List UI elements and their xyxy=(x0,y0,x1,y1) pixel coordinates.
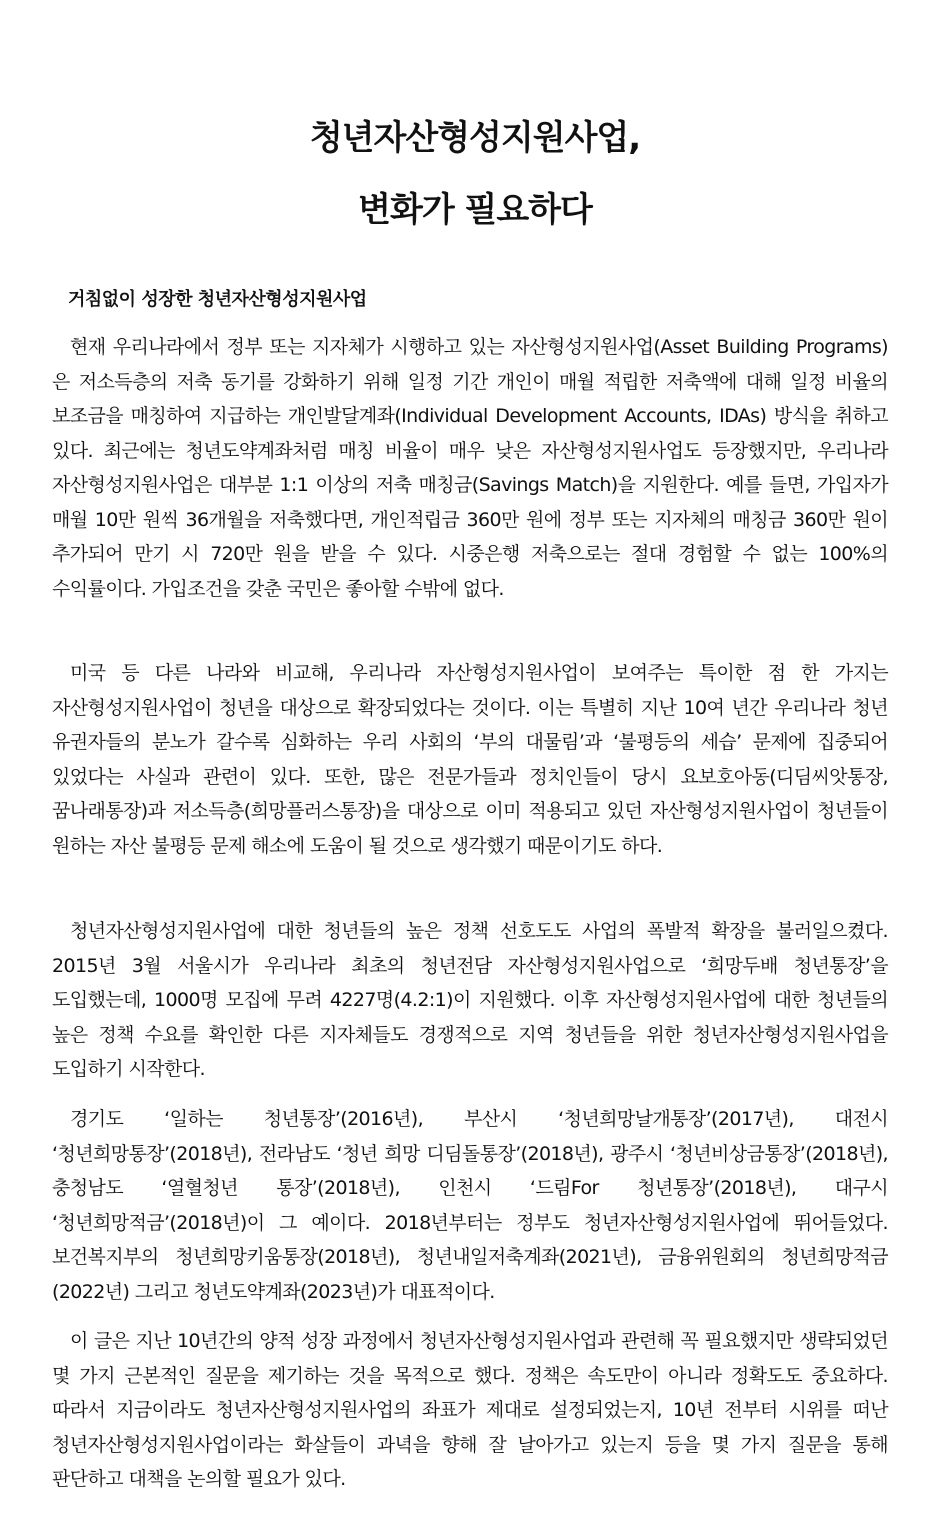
document-title-line-1: 청년자산형성지원사업, xyxy=(309,118,641,158)
document-title-line-2: 변화가 필요하다 xyxy=(358,190,592,230)
paragraph-1: 현재 우리나라에서 정부 또는 지자체가 시행하고 있는 자산형성지원사업(Asset Building Programs)은 저소득층의 저축 동기를 강화하기 위해 일정 기간 개인이 매월 적립한 저축액에 대해 일정 비율의 보조금을 매칭하여 지급하는 개인발달계좌(Individual Development Accounts, IDAs) 방식을 취하고 있다. 최근에는 청년도약계좌처럼 매칭 비율이 매우 낮은 자산형성지원사업도 등장했지만, 우리나라 자산형성지원사업은 대부분 1:1 이상의 저축 매칭금(Savings Match)을 지원한다. 예를 들면, 가입자가 매월 10만 원씩 36개월을 저축했다면, 개인적립금 360만 원에 정부 또는 지자체의 매칭금 360만 원이 추가되어 만기 시 720만 원을 받을 수 있다. 시중은행 저축으로는 절대 경험할 수 없는 100%의 수익률이다. 가입조건을 갖춘 국민은 좋아할 수밖에 없다. xyxy=(52,336,888,600)
paragraph-4: 경기도 ‘일하는 청년통장’(2016년), 부산시 ‘청년희망날개통장’(2017년), 대전시 ‘청년희망통장’(2018년), 전라남도 ‘청년 희망 디딤돌통장’(2018년), 광주시 ‘청년비상금통장’(2018년), 충청남도 ‘열혈청년 통장’(2018년), 인천시 ‘드림For 청년통장’(2018년), 대구시 ‘청년희망적금’(2018년)이 그 예이다. 2018년부터는 정부도 청년자산형성지원사업에 뛰어들었다. 보건복지부의 청년희망키움통장(2018년), 청년내일저축계좌(2021년), 금융위원회의 청년희망적금(2022년) 그리고 청년도약계좌(2023년)가 대표적이다. xyxy=(52,1108,888,1303)
paragraph-3: 청년자산형성지원사업에 대한 청년들의 높은 정책 선호도도 사업의 폭발적 확장을 불러일으켰다. 2015년 3월 서울시가 우리나라 최초의 청년전담 자산형성지원사업으로 ‘희망두배 청년통장’을 도입했는데, 1000명 모집에 무려 4227명(4.2:1)이 지원했다. 이후 자산형성지원사업에 대한 청년들의 높은 정책 수요를 확인한 다른 지자체들도 경쟁적으로 지역 청년들을 위한 청년자산형성지원사업을 도입하기 시작한다. xyxy=(52,920,888,1080)
section-heading: 거침없이 성장한 청년자산형성지원사업 xyxy=(68,289,367,310)
paragraph-5: 이 글은 지난 10년간의 양적 성장 과정에서 청년자산형성지원사업과 관련해 꼭 필요했지만 생략되었던 몇 가지 근본적인 질문을 제기하는 것을 목적으로 했다. 정책은 속도만이 아니라 정확도도 중요하다. 따라서 지금이라도 청년자산형성지원사업의 좌표가 제대로 설정되었는지, 10년 전부터 시위를 떠난 청년자산형성지원사업이라는 화살들이 과녁을 향해 잘 날아가고 있는지 등을 몇 가지 질문을 통해 판단하고 대책을 논의할 필요가 있다. xyxy=(52,1330,888,1490)
paragraph-2: 미국 등 다른 나라와 비교해, 우리나라 자산형성지원사업이 보여주는 특이한 점 한 가지는 자산형성지원사업이 청년을 대상으로 확장되었다는 것이다. 이는 특별히 지난 10여 년간 우리나라 청년 유권자들의 분노가 갈수록 심화하는 우리 사회의 ‘부의 대물림’과 ‘불평등의 세습’ 문제에 집중되어 있었다는 사실과 관련이 있다. 또한, 많은 전문가들과 정치인들이 당시 요보호아동(디딤씨앗통장, 꿈나래통장)과 저소득층(희망플러스통장)을 대상으로 이미 적용되고 있던 자산형성지원사업이 청년들이 원하는 자산 불평등 문제 해소에 도움이 될 것으로 생각했기 때문이기도 하다. xyxy=(52,662,888,857)
